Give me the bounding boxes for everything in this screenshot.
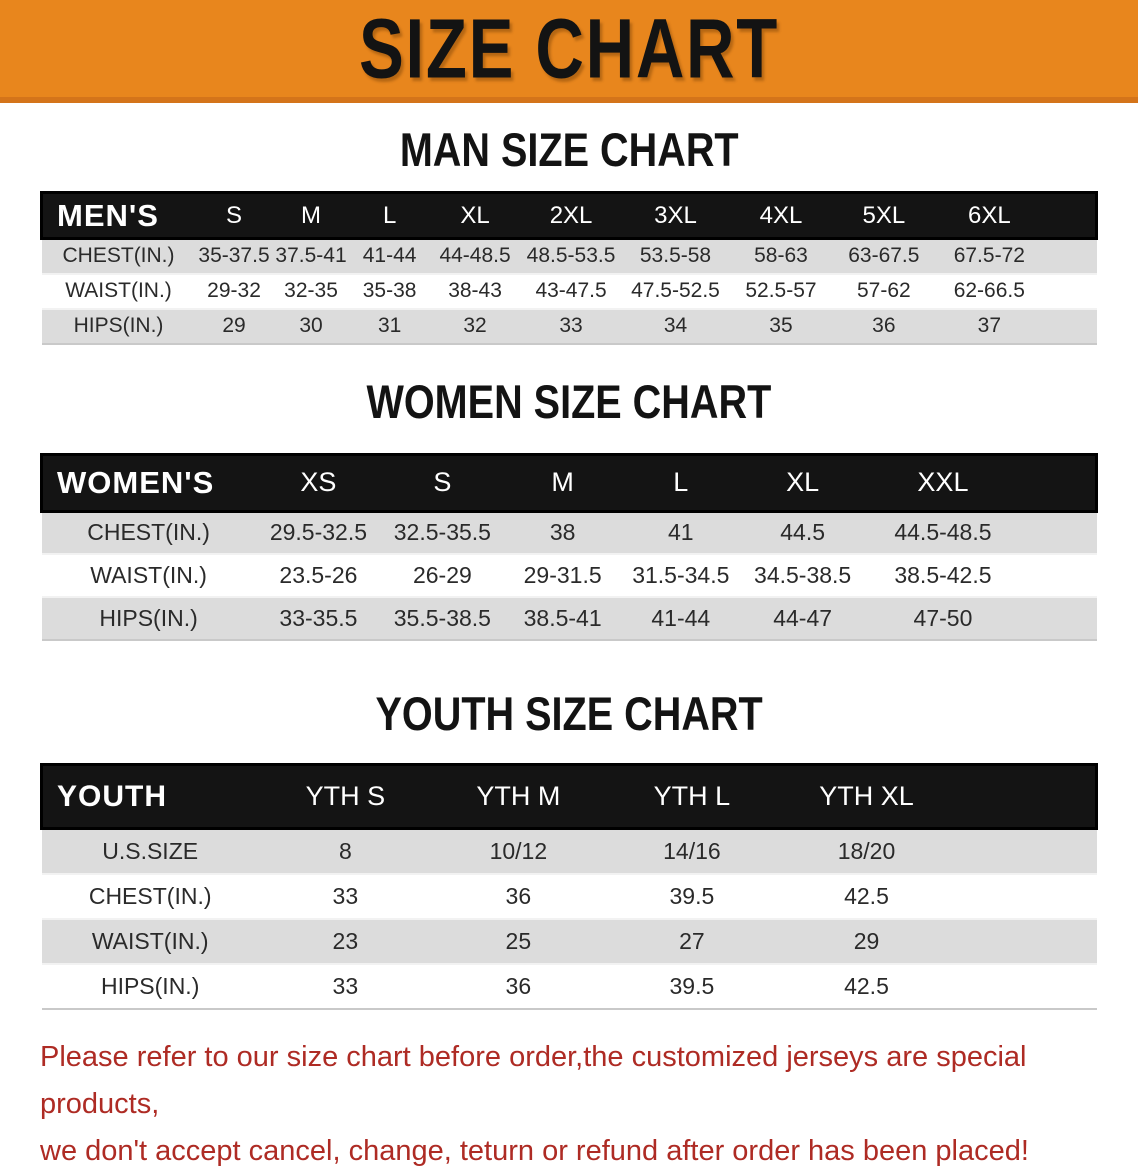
header-spacer bbox=[954, 765, 1096, 829]
youth-size-chart-heading: YOUTH SIZE CHART bbox=[375, 688, 763, 741]
row-spacer bbox=[954, 919, 1096, 964]
size-header: L bbox=[673, 467, 689, 497]
disclaimer-line-1: Please refer to our size chart before order,the customized jerseys are special products, bbox=[40, 1040, 1027, 1120]
value-cell: 36 bbox=[505, 882, 532, 909]
value-cell: 41 bbox=[668, 519, 694, 546]
value-cell: 23 bbox=[332, 927, 359, 954]
row-label: HIPS(IN.) bbox=[99, 605, 198, 631]
header-spacer bbox=[1020, 454, 1096, 511]
value-cell: 41-44 bbox=[651, 605, 711, 631]
value-cell: 32.5-35.5 bbox=[393, 519, 491, 546]
table-row bbox=[42, 829, 1097, 874]
row-label: WAIST(IN.) bbox=[65, 279, 172, 302]
value-cell: 31.5-34.5 bbox=[632, 562, 730, 588]
row-spacer bbox=[1044, 309, 1097, 344]
size-header: YTH S bbox=[305, 781, 386, 811]
value-cell: 52.5-57 bbox=[745, 279, 817, 302]
value-cell: 30 bbox=[299, 314, 323, 337]
value-cell: 38 bbox=[549, 519, 576, 546]
value-cell: 44-48.5 bbox=[439, 244, 511, 268]
row-spacer bbox=[954, 874, 1096, 919]
size-header: S bbox=[433, 467, 452, 497]
value-cell: 23.5-26 bbox=[279, 562, 358, 588]
table-header-row bbox=[42, 765, 1097, 829]
size-header: XXL bbox=[917, 467, 969, 497]
table-row bbox=[42, 239, 1097, 274]
value-cell: 47.5-52.5 bbox=[631, 279, 720, 302]
value-cell: 34 bbox=[663, 314, 688, 337]
table-label: MEN'S bbox=[57, 197, 159, 233]
value-cell: 37.5-41 bbox=[275, 244, 347, 268]
size-header: M bbox=[301, 201, 322, 229]
man-size-chart-heading: MAN SIZE CHART bbox=[399, 124, 739, 177]
row-spacer bbox=[1044, 239, 1097, 274]
value-cell: 18/20 bbox=[837, 837, 896, 864]
value-cell: 36 bbox=[505, 972, 532, 999]
row-label: WAIST(IN.) bbox=[90, 562, 207, 588]
row-label: WAIST(IN.) bbox=[91, 927, 209, 954]
value-cell: 32-35 bbox=[284, 279, 338, 302]
value-cell: 39.5 bbox=[669, 972, 715, 999]
value-cell: 31 bbox=[377, 314, 402, 337]
value-cell: 35-38 bbox=[362, 279, 417, 302]
value-cell: 29 bbox=[853, 927, 880, 954]
value-cell: 37 bbox=[977, 314, 1001, 337]
value-cell: 33 bbox=[332, 882, 359, 909]
row-label: U.S.SIZE bbox=[102, 837, 199, 864]
table-label: YOUTH bbox=[57, 779, 167, 813]
women-size-chart-heading: WOMEN SIZE CHART bbox=[366, 375, 772, 429]
size-header: 3XL bbox=[654, 201, 697, 229]
value-cell: 36 bbox=[872, 314, 896, 337]
row-label: HIPS(IN.) bbox=[100, 972, 200, 999]
table-row bbox=[42, 511, 1097, 554]
value-cell: 29-32 bbox=[207, 279, 261, 302]
row-label: HIPS(IN.) bbox=[73, 314, 164, 337]
value-cell: 33-35.5 bbox=[279, 605, 358, 631]
value-cell: 25 bbox=[505, 927, 532, 954]
value-cell: 63-67.5 bbox=[848, 244, 920, 268]
value-cell: 41-44 bbox=[362, 244, 417, 268]
value-cell: 58-63 bbox=[754, 244, 808, 268]
size-header: 4XL bbox=[759, 201, 803, 229]
row-spacer bbox=[954, 964, 1096, 1009]
size-header: L bbox=[382, 201, 397, 229]
value-cell: 33 bbox=[559, 314, 583, 337]
size-header: XL bbox=[786, 467, 820, 497]
row-label: CHEST(IN.) bbox=[88, 882, 212, 909]
row-spacer bbox=[1044, 274, 1097, 309]
value-cell: 35-37.5 bbox=[198, 244, 270, 268]
table-row bbox=[42, 964, 1097, 1009]
row-label: CHEST(IN.) bbox=[87, 519, 210, 546]
value-cell: 62-66.5 bbox=[953, 279, 1025, 302]
disclaimer-line-2: we don't accept cancel, change, teturn or refund after order has been placed! bbox=[40, 1134, 1029, 1167]
table-label: WOMEN'S bbox=[57, 464, 215, 500]
row-spacer bbox=[1020, 554, 1096, 597]
value-cell: 38.5-41 bbox=[523, 605, 602, 631]
value-cell: 34.5-38.5 bbox=[754, 562, 852, 588]
value-cell: 14/16 bbox=[663, 837, 721, 864]
size-header: XS bbox=[300, 467, 337, 497]
value-cell: 26-29 bbox=[412, 562, 472, 588]
size-chart-banner bbox=[0, 0, 1138, 103]
size-header: XL bbox=[460, 201, 490, 229]
women-size-table bbox=[40, 453, 1098, 642]
table-row bbox=[42, 874, 1097, 919]
value-cell: 29.5-32.5 bbox=[269, 519, 368, 546]
table-header-row bbox=[42, 454, 1097, 511]
value-cell: 47-50 bbox=[913, 605, 973, 631]
value-cell: 10/12 bbox=[489, 837, 548, 864]
size-header: 5XL bbox=[862, 201, 906, 229]
size-header: YTH XL bbox=[819, 781, 914, 811]
size-header: 6XL bbox=[967, 201, 1011, 229]
row-spacer bbox=[1020, 511, 1096, 554]
value-cell: 33 bbox=[332, 972, 359, 999]
value-cell: 29 bbox=[222, 314, 246, 337]
table-row bbox=[42, 597, 1097, 640]
row-label: CHEST(IN.) bbox=[62, 244, 175, 268]
value-cell: 38.5-42.5 bbox=[894, 562, 992, 588]
size-header: YTH M bbox=[476, 781, 561, 811]
value-cell: 57-62 bbox=[856, 279, 911, 302]
value-cell: 53.5-58 bbox=[639, 244, 712, 268]
value-cell: 42.5 bbox=[844, 972, 889, 999]
value-cell: 39.5 bbox=[669, 882, 715, 909]
value-cell: 32 bbox=[463, 314, 487, 337]
value-cell: 8 bbox=[338, 837, 352, 864]
value-cell: 44.5-48.5 bbox=[894, 519, 992, 546]
value-cell: 67.5-72 bbox=[953, 244, 1025, 268]
value-cell: 44.5 bbox=[780, 519, 826, 546]
table-header-row bbox=[42, 193, 1097, 239]
value-cell: 35.5-38.5 bbox=[393, 605, 491, 631]
value-cell: 38-43 bbox=[448, 279, 502, 302]
banner-title: SIZE CHART bbox=[359, 0, 779, 96]
order-disclaimer bbox=[40, 1034, 1108, 1175]
table-row bbox=[42, 919, 1097, 964]
value-cell: 48.5-53.5 bbox=[526, 244, 616, 268]
size-header: 2XL bbox=[549, 201, 593, 229]
row-spacer bbox=[954, 829, 1096, 874]
value-cell: 43-47.5 bbox=[535, 279, 607, 302]
header-spacer bbox=[1044, 193, 1097, 239]
men-size-table bbox=[40, 191, 1098, 345]
table-row bbox=[42, 309, 1097, 344]
value-cell: 44-47 bbox=[773, 605, 833, 631]
value-cell: 27 bbox=[679, 927, 705, 954]
table-row bbox=[42, 554, 1097, 597]
value-cell: 35 bbox=[769, 314, 793, 337]
row-spacer bbox=[1020, 597, 1096, 640]
table-row bbox=[42, 274, 1097, 309]
size-header: S bbox=[226, 201, 243, 229]
size-header: YTH L bbox=[653, 781, 731, 811]
value-cell: 29-31.5 bbox=[523, 562, 602, 588]
youth-size-table bbox=[40, 763, 1098, 1010]
value-cell: 42.5 bbox=[844, 882, 889, 909]
size-header: M bbox=[551, 467, 574, 497]
